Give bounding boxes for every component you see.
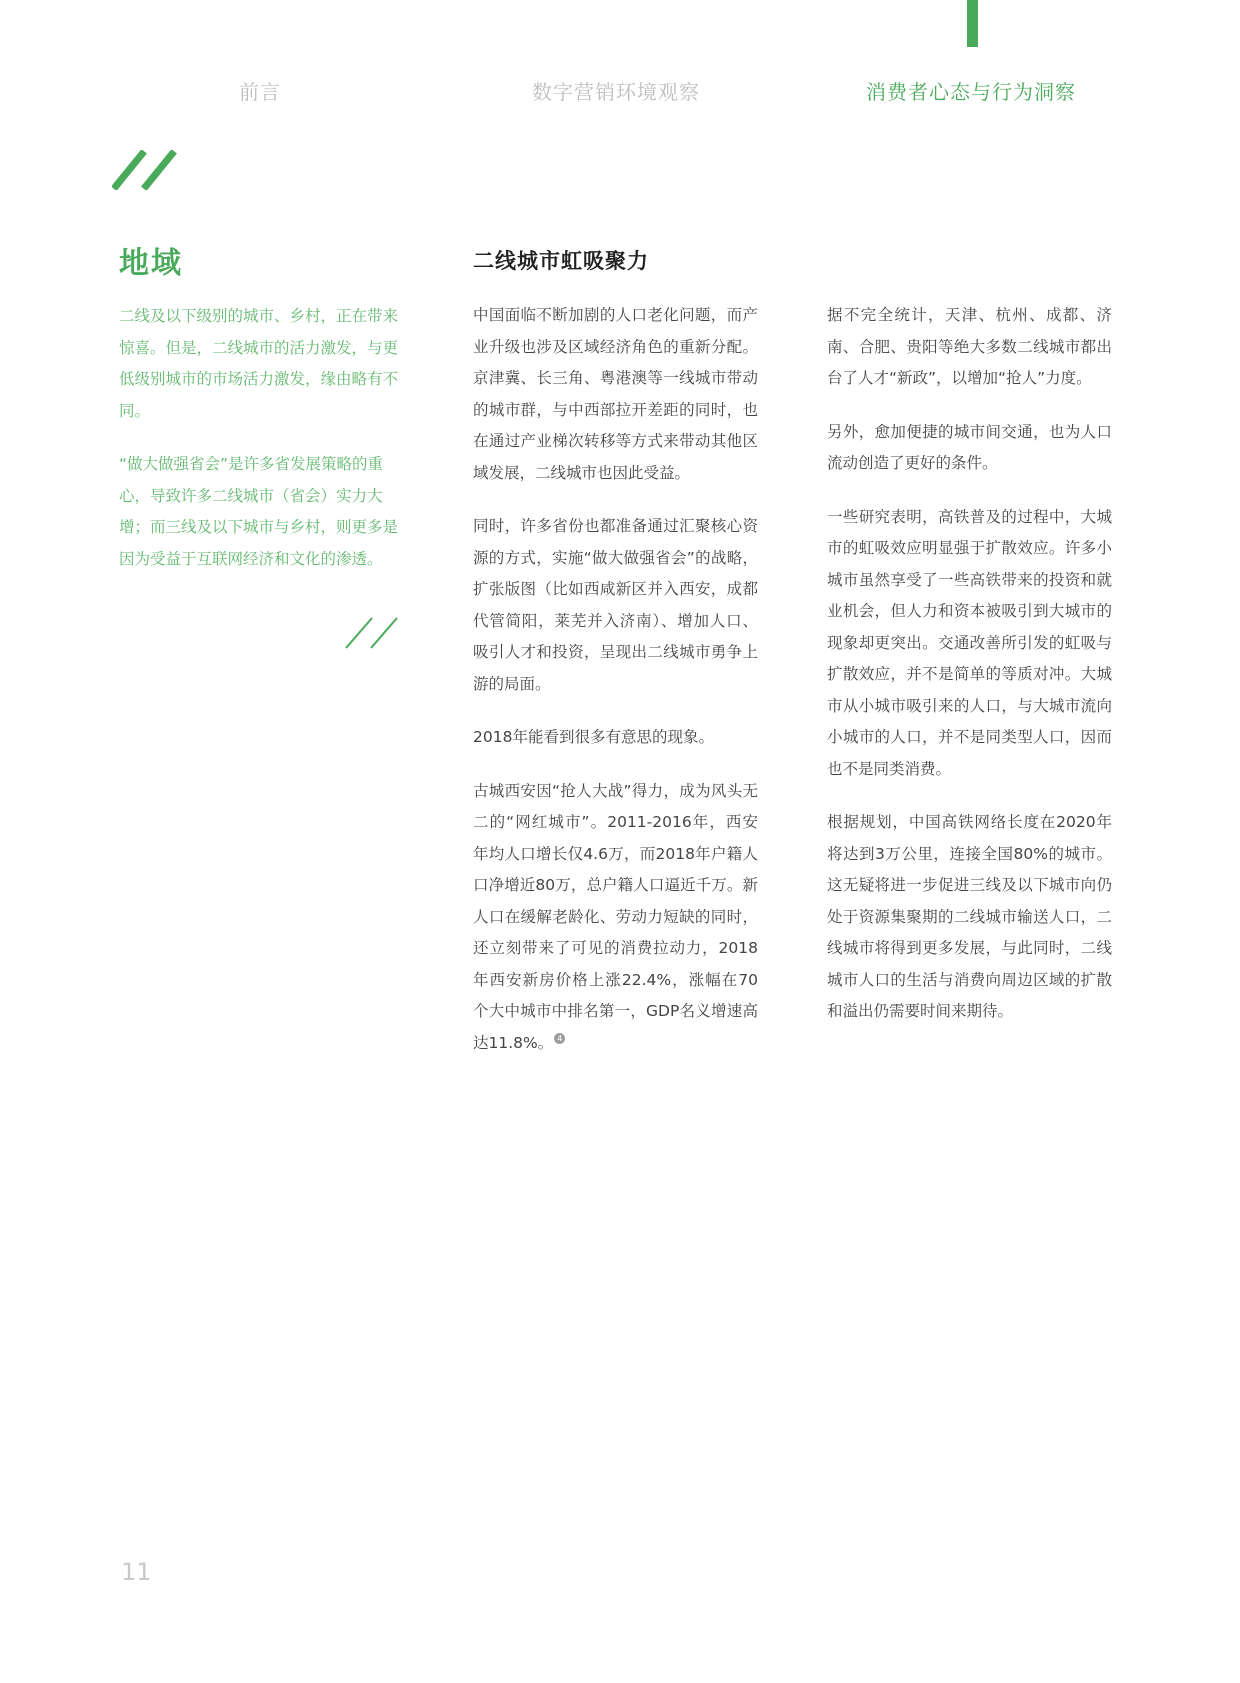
- nav-tab-preface[interactable]: 前言: [239, 80, 281, 104]
- section-intro: [119, 301, 409, 597]
- page-number: 11: [121, 1558, 152, 1586]
- paragraph: 2018年能看到很多有意思的现象。: [473, 728, 714, 746]
- paragraph: 据不完全统计，天津、杭州、成都、济南、合肥、贵阳等绝大多数二线城市都出台了人才“新政”，以增加“抢人”力度。: [827, 306, 1112, 387]
- double-slash-outline-icon: [343, 615, 403, 651]
- paragraph: 同时，许多省份也都准备通过汇聚核心资源的方式，实施“做大做强省会”的战略，扩张版图（比如西咸新区并入西安，成都代管简阳，莱芜并入济南）、增加人口、吸引人才和投资，呈现出二线城市勇争上游的局面。: [473, 517, 758, 693]
- paragraph: 一些研究表明，高铁普及的过程中，大城市的虹吸效应明显强于扩散效应。许多小城市虽然享受了一些高铁带来的投资和就业机会，但人力和资本被吸引到大城市的现象却更突出。交通改善所引发的虹吸与扩散效应，并不是简单的等质对冲。大城市从小城市吸引来的人口，与大城市流向小城市的人口，并不是同类型人口，因而也不是同类消费。: [827, 507, 1112, 778]
- double-slash-icon: [112, 150, 182, 190]
- paragraph: 古城西安因“抢人大战”得力，成为风头无二的“网红城市”。2011-2016年，西安年均人口增长仅4.6万，而2018年户籍人口净增近80万，总户籍人口逼近千万。新人口在缓解老龄化、劳动力短缺的同时，还立刻带来了可见的消费拉动力，2018年西安新房价格上涨22.4%，涨幅在70个大中城市中排名第一，GDP名义增速高达11.8%。: [473, 781, 758, 1052]
- footnote-marker[interactable]: 4: [554, 1033, 565, 1044]
- nav-tab-consumer-insight[interactable]: 消费者心态与行为洞察: [866, 80, 1076, 104]
- paragraph: 根据规划，中国高铁网络长度在2020年将达到3万公里，连接全国80%的城市。这无疑将进一步促进三线及以下城市向仍处于资源集聚期的二线城市输送人口，二线城市将得到更多发展，与此同时，二线城市人口的生活与消费向周边区域的扩散和溢出仍需要时间来期待。: [827, 813, 1112, 1020]
- section-title: 地域: [119, 246, 183, 281]
- intro-paragraph: “做大做强省会”是许多省发展策略的重心，导致许多二线城市（省会）实力大增；而三线及以下城市与乡村，则更多是因为受益于互联网经济和文化的渗透。: [119, 455, 399, 568]
- intro-paragraph: 二线及以下级别的城市、乡村，正在带来惊喜。但是，二线城市的活力激发，与更低级别城市的市场活力激发，缘由略有不同。: [119, 307, 399, 420]
- paragraph: 另外，愈加便捷的城市间交通，也为人口流动创造了更好的条件。: [827, 422, 1112, 472]
- article-column-1: [473, 300, 758, 1081]
- nav-tab-digital-marketing[interactable]: 数字营销环境观察: [532, 80, 700, 104]
- article-title: 二线城市虹吸聚力: [473, 249, 649, 273]
- paragraph: 中国面临不断加剧的人口老化问题，而产业升级也涉及区域经济角色的重新分配。京津冀、长三角、粤港澳等一线城市带动的城市群，与中西部拉开差距的同时，也在通过产业梯次转移等方式来带动其他区域发展，二线城市也因此受益。: [473, 306, 758, 482]
- section-indicator-bar: [967, 0, 978, 47]
- article-column-2: [827, 300, 1112, 1050]
- paragraph-with-footnote: [473, 776, 758, 1060]
